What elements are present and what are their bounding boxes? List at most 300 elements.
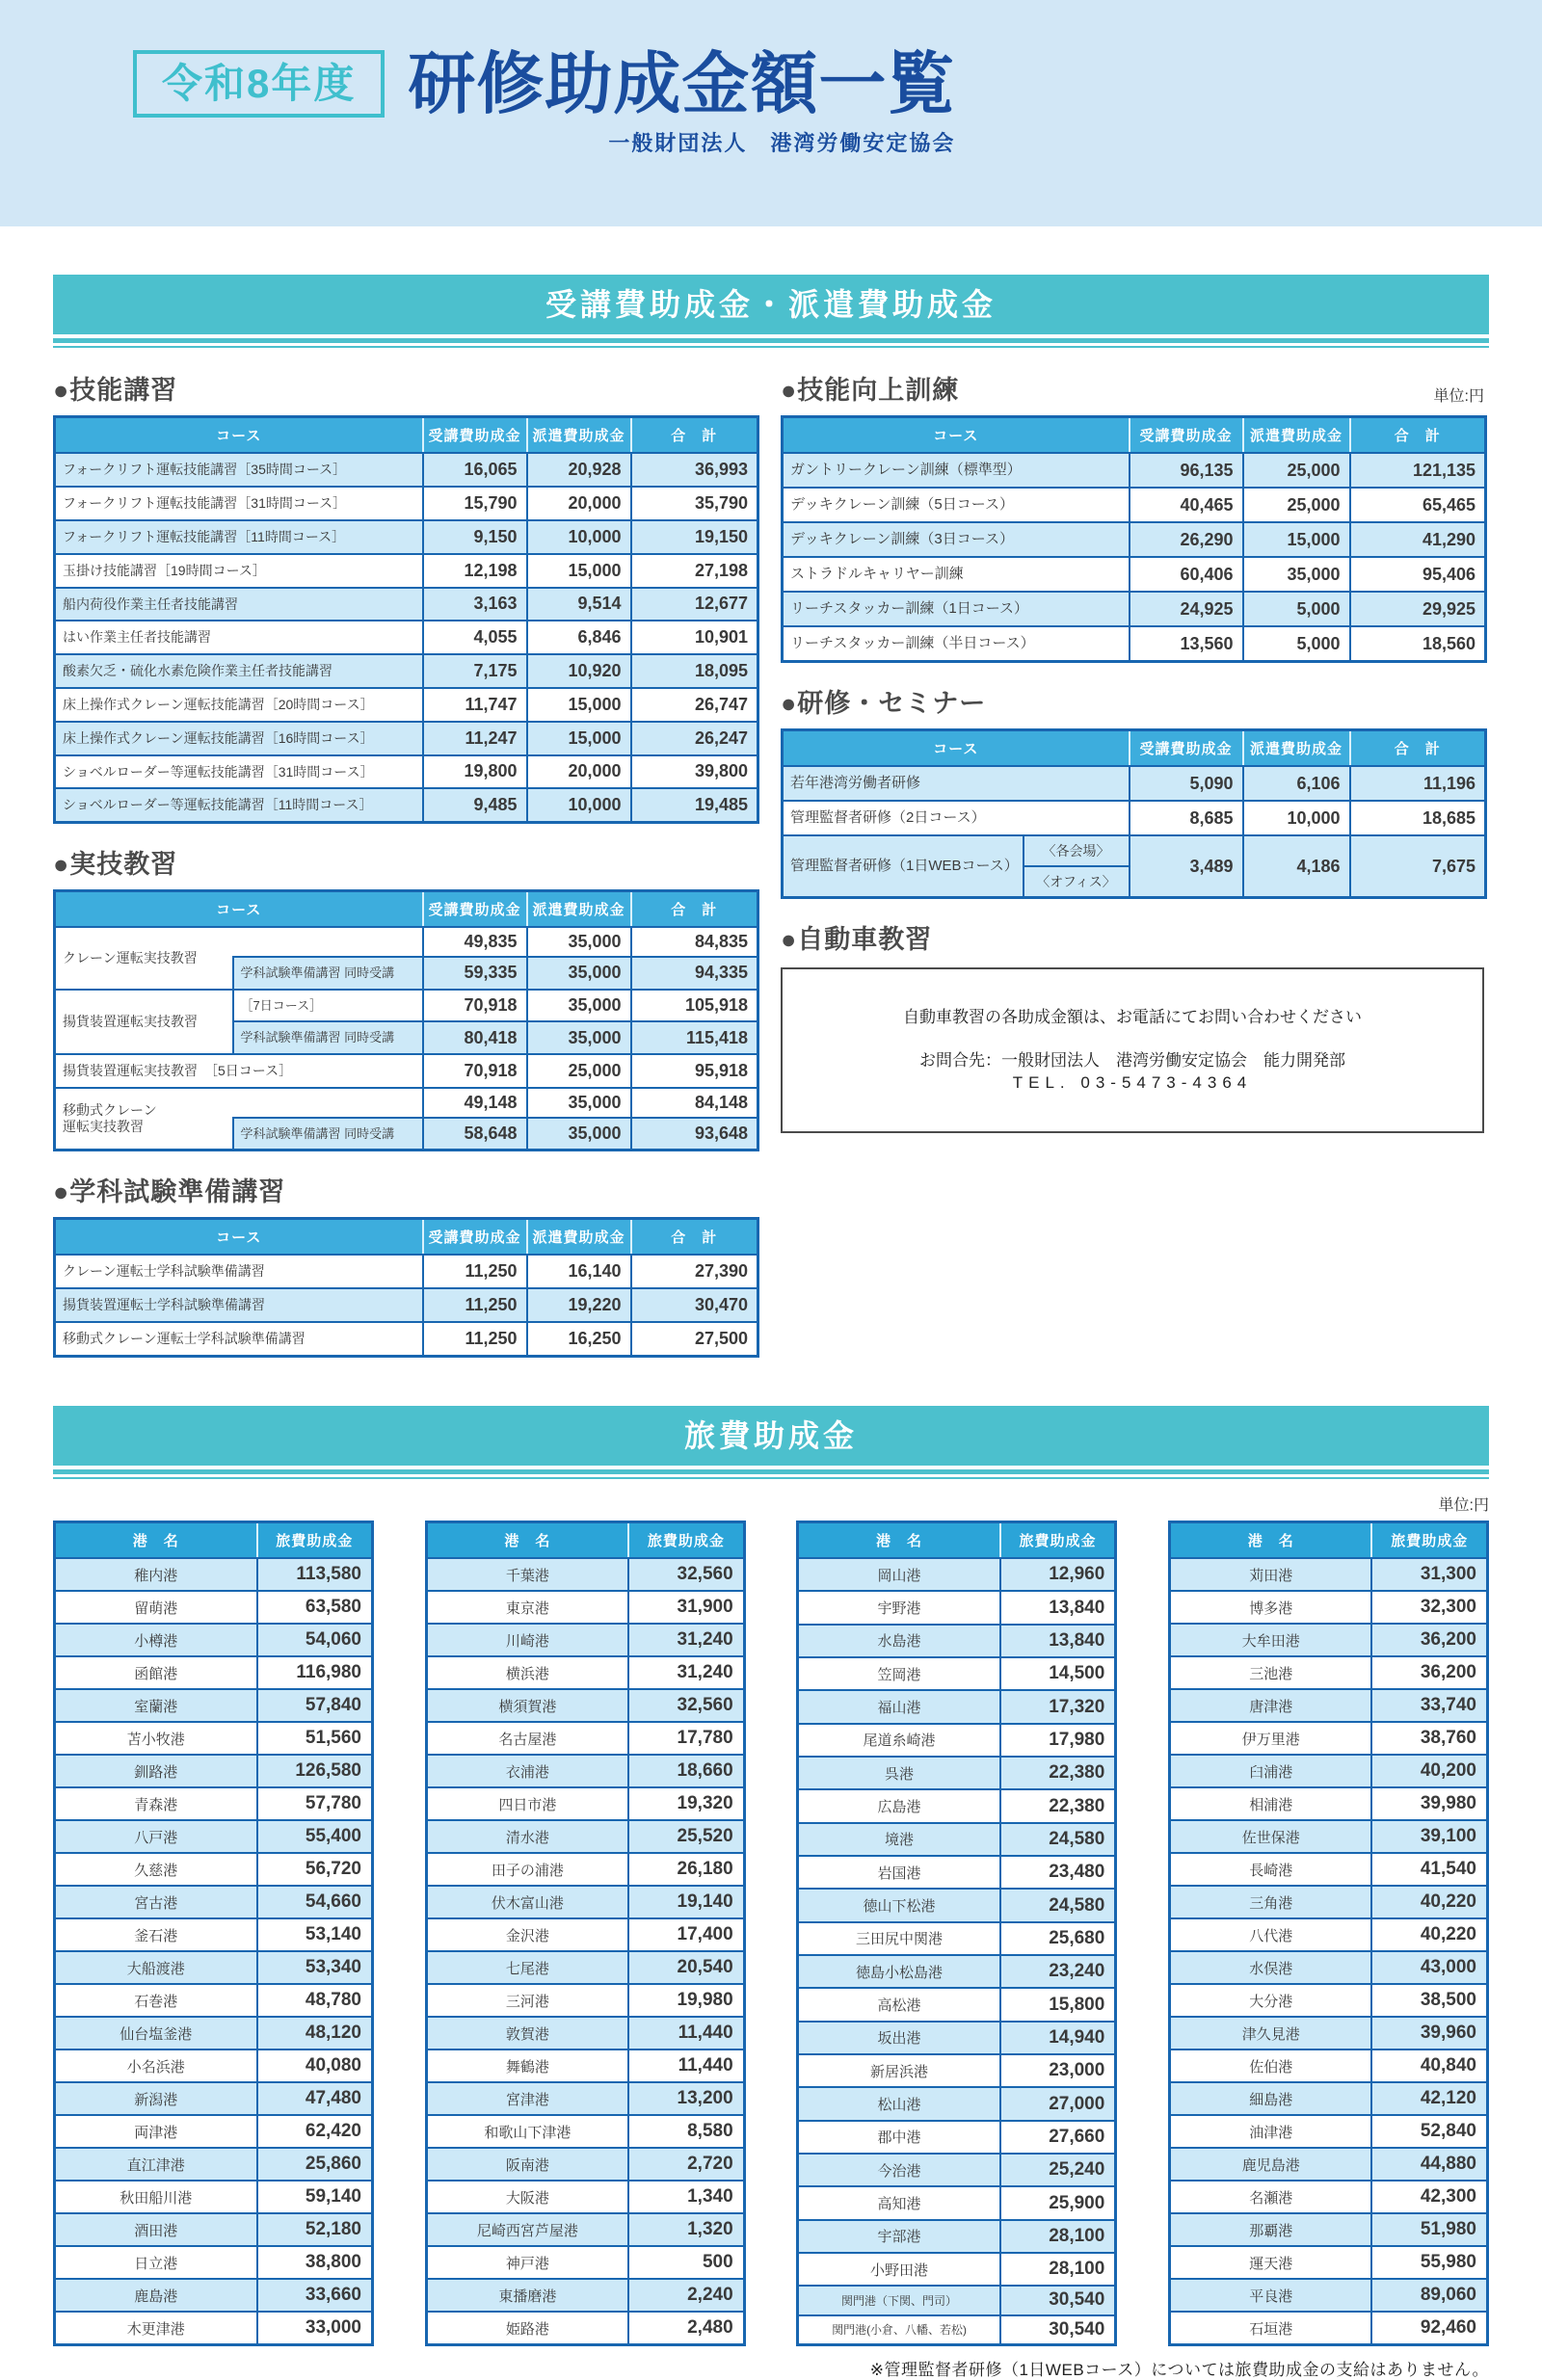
course-name: クレーン運転実技教習 bbox=[55, 927, 233, 990]
port-name: 呉港 bbox=[798, 1757, 1000, 1789]
table-row bbox=[55, 2148, 373, 2181]
fee-value: 16,065 bbox=[423, 453, 527, 487]
total-value: 93,648 bbox=[631, 1118, 758, 1150]
dispatch-value: 20,000 bbox=[527, 487, 631, 520]
table-row bbox=[55, 1591, 373, 1624]
port-name: 釜石港 bbox=[55, 1918, 257, 1951]
fee-value: 11,250 bbox=[423, 1322, 527, 1356]
course-variant bbox=[233, 927, 423, 957]
banner-line bbox=[53, 346, 1489, 348]
dispatch-value: 35,000 bbox=[527, 927, 631, 957]
course-name: 揚貨装置運転実技教習 ［5日コース］ bbox=[55, 1054, 423, 1088]
subsidy-value: 17,980 bbox=[1000, 1724, 1116, 1757]
table-row bbox=[783, 522, 1486, 557]
port-name: 宮古港 bbox=[55, 1886, 257, 1918]
port-name: 阪南港 bbox=[426, 2148, 628, 2181]
total-value: 7,675 bbox=[1350, 835, 1486, 898]
port-name: 宇野港 bbox=[798, 1591, 1000, 1624]
port-name: 直江津港 bbox=[55, 2148, 257, 2181]
subsidy-value: 17,400 bbox=[628, 1918, 744, 1951]
subsidy-value: 14,500 bbox=[1000, 1657, 1116, 1690]
col-header-course: コース bbox=[55, 891, 423, 928]
table-row bbox=[426, 1886, 744, 1918]
port-name: 宮津港 bbox=[426, 2082, 628, 2115]
subsidy-value: 40,220 bbox=[1371, 1918, 1487, 1951]
subsidy-value: 32,300 bbox=[1371, 1591, 1487, 1624]
col-header-dispatch: 派遣費助成金 bbox=[1243, 417, 1350, 454]
table-row bbox=[55, 1853, 373, 1886]
table-row bbox=[426, 1558, 744, 1591]
table-row bbox=[55, 621, 758, 654]
port-name: 新潟港 bbox=[55, 2082, 257, 2115]
subsidy-value: 28,100 bbox=[1000, 2253, 1116, 2286]
subsidy-value: 57,780 bbox=[257, 1787, 373, 1820]
header-row bbox=[783, 417, 1486, 454]
port-name: 佐伯港 bbox=[1169, 2049, 1371, 2082]
table-row bbox=[426, 1755, 744, 1787]
port-name: 仙台塩釜港 bbox=[55, 2017, 257, 2049]
port-name: 大船渡港 bbox=[55, 1951, 257, 1984]
port-name: 小名浜港 bbox=[55, 2049, 257, 2082]
fee-value: 60,406 bbox=[1130, 557, 1243, 592]
port-name: 石垣港 bbox=[1169, 2312, 1371, 2345]
subsidy-value: 54,660 bbox=[257, 1886, 373, 1918]
dispatch-value: 10,920 bbox=[527, 654, 631, 688]
total-value: 41,290 bbox=[1350, 522, 1486, 557]
fee-value: 58,648 bbox=[423, 1118, 527, 1150]
col-header-fee: 受講費助成金 bbox=[1130, 730, 1243, 767]
table-row bbox=[426, 1951, 744, 1984]
subsidy-value: 31,240 bbox=[628, 1624, 744, 1656]
col-header-course: コース bbox=[55, 417, 423, 454]
port-name: 大阪港 bbox=[426, 2181, 628, 2213]
course-name: ガントリークレーン訓練（標準型） bbox=[783, 453, 1130, 488]
total-value: 95,918 bbox=[631, 1054, 758, 1088]
subsidy-value: 27,000 bbox=[1000, 2087, 1116, 2120]
table-row bbox=[55, 2049, 373, 2082]
table-row bbox=[1169, 1755, 1487, 1787]
section1-banner bbox=[53, 275, 1489, 348]
subsidy-value: 42,120 bbox=[1371, 2082, 1487, 2115]
subsidy-value: 33,000 bbox=[257, 2312, 373, 2345]
port-name: 坂出港 bbox=[798, 2022, 1000, 2054]
table-row bbox=[426, 1820, 744, 1853]
venue-option: 〈オフィス〉 bbox=[1024, 866, 1130, 898]
port-name: 博多港 bbox=[1169, 1591, 1371, 1624]
subsidy-value: 13,840 bbox=[1000, 1625, 1116, 1657]
total-value: 94,335 bbox=[631, 957, 758, 990]
dispatch-value: 6,846 bbox=[527, 621, 631, 654]
dispatch-value: 25,000 bbox=[527, 1054, 631, 1088]
table-row bbox=[55, 927, 758, 957]
table-row bbox=[426, 2017, 744, 2049]
table-row bbox=[55, 1755, 373, 1787]
subsidy-value: 24,580 bbox=[1000, 1889, 1116, 1921]
table-row bbox=[1169, 2213, 1487, 2246]
table-row bbox=[1169, 2082, 1487, 2115]
driving-school-box bbox=[781, 967, 1484, 1133]
course-name: デッキクレーン訓練（5日コース） bbox=[783, 488, 1130, 522]
course-variant: 学科試験準備講習 同時受講 bbox=[233, 1118, 423, 1150]
port-name: 舞鶴港 bbox=[426, 2049, 628, 2082]
table-row bbox=[426, 2181, 744, 2213]
table-row bbox=[55, 487, 758, 520]
port-name: 石巻港 bbox=[55, 1984, 257, 2017]
dispatch-value: 5,000 bbox=[1243, 626, 1350, 662]
page-title: 研修助成金額一覧 bbox=[408, 46, 956, 121]
fee-value: 49,148 bbox=[423, 1088, 527, 1118]
table-row bbox=[426, 1787, 744, 1820]
total-value: 36,993 bbox=[631, 453, 758, 487]
col-header-subsidy: 旅費助成金 bbox=[257, 1522, 373, 1559]
subsidy-value: 39,100 bbox=[1371, 1820, 1487, 1853]
banner-line bbox=[53, 1469, 1489, 1474]
subsidy-value: 51,560 bbox=[257, 1722, 373, 1755]
written-exam-prep-table bbox=[53, 1217, 759, 1357]
section-travel-subsidy bbox=[53, 1406, 1489, 2380]
port-name: 今治港 bbox=[798, 2154, 1000, 2186]
port-name: 長崎港 bbox=[1169, 1853, 1371, 1886]
table-row bbox=[55, 2279, 373, 2312]
travel-table-1 bbox=[53, 1521, 374, 2346]
table-row bbox=[55, 1886, 373, 1918]
port-name: 三角港 bbox=[1169, 1886, 1371, 1918]
port-name: 秋田船川港 bbox=[55, 2181, 257, 2213]
subsidy-value: 55,400 bbox=[257, 1820, 373, 1853]
port-name: 青森港 bbox=[55, 1787, 257, 1820]
travel-table-3 bbox=[796, 1521, 1117, 2346]
subsidy-value: 62,420 bbox=[257, 2115, 373, 2148]
subsidy-value: 33,740 bbox=[1371, 1689, 1487, 1722]
port-name: 東京港 bbox=[426, 1591, 628, 1624]
table-row bbox=[783, 835, 1486, 866]
subsidy-value: 14,940 bbox=[1000, 2022, 1116, 2054]
travel-table-4 bbox=[1168, 1521, 1489, 2346]
table-row bbox=[1169, 2115, 1487, 2148]
table-row bbox=[783, 557, 1486, 592]
col-header-dispatch: 派遣費助成金 bbox=[527, 1219, 631, 1256]
fee-value: 70,918 bbox=[423, 990, 527, 1022]
table-row bbox=[55, 1820, 373, 1853]
fee-value: 11,747 bbox=[423, 688, 527, 722]
fee-value: 26,290 bbox=[1130, 522, 1243, 557]
col-header-course: コース bbox=[783, 417, 1130, 454]
subsidy-value: 52,180 bbox=[257, 2213, 373, 2246]
table-row bbox=[426, 1853, 744, 1886]
fee-value: 40,465 bbox=[1130, 488, 1243, 522]
port-name: 田子の浦港 bbox=[426, 1853, 628, 1886]
course-name: フォークリフト運転技能講習［31時間コース］ bbox=[55, 487, 423, 520]
table-row bbox=[1169, 1656, 1487, 1689]
port-name: 東播磨港 bbox=[426, 2279, 628, 2312]
port-name: 和歌山下津港 bbox=[426, 2115, 628, 2148]
dispatch-value: 20,000 bbox=[527, 755, 631, 789]
subsidy-value: 38,800 bbox=[257, 2246, 373, 2279]
dispatch-value: 9,514 bbox=[527, 588, 631, 621]
header-row bbox=[55, 1522, 373, 1559]
port-name: 高知港 bbox=[798, 2186, 1000, 2219]
subsidy-value: 54,060 bbox=[257, 1624, 373, 1656]
subsidy-value: 30,540 bbox=[1000, 2286, 1116, 2314]
header-row bbox=[798, 1522, 1116, 1559]
subsidy-value: 18,660 bbox=[628, 1755, 744, 1787]
dispatch-value: 16,140 bbox=[527, 1255, 631, 1288]
total-value: 27,198 bbox=[631, 554, 758, 588]
port-name: 油津港 bbox=[1169, 2115, 1371, 2148]
table-row bbox=[1169, 1689, 1487, 1722]
table-row bbox=[55, 755, 758, 789]
course-name: 移動式クレーン 運転実技教習 bbox=[55, 1088, 233, 1150]
port-name: 広島港 bbox=[798, 1789, 1000, 1822]
port-name: 那覇港 bbox=[1169, 2213, 1371, 2246]
subsidy-value: 47,480 bbox=[257, 2082, 373, 2115]
table-row bbox=[783, 453, 1486, 488]
table-row bbox=[426, 1984, 744, 2017]
subsidy-value: 23,000 bbox=[1000, 2054, 1116, 2087]
table-row bbox=[798, 1757, 1116, 1789]
table-row bbox=[1169, 2246, 1487, 2279]
col-header-total: 合 計 bbox=[631, 891, 758, 928]
course-name: 揚貨装置運転士学科試験準備講習 bbox=[55, 1288, 423, 1322]
fee-value: 8,685 bbox=[1130, 801, 1243, 835]
course-variant: 学科試験準備講習 同時受講 bbox=[233, 1021, 423, 1054]
table-row bbox=[798, 1789, 1116, 1822]
port-name: 敦賀港 bbox=[426, 2017, 628, 2049]
port-name: 木更津港 bbox=[55, 2312, 257, 2345]
table-row bbox=[798, 2054, 1116, 2087]
course-variant bbox=[233, 1088, 423, 1118]
course-name: クレーン運転士学科試験準備講習 bbox=[55, 1255, 423, 1288]
port-name: 伊万里港 bbox=[1169, 1722, 1371, 1755]
fee-value: 24,925 bbox=[1130, 592, 1243, 626]
port-name: 苫小牧港 bbox=[55, 1722, 257, 1755]
table-row bbox=[798, 2154, 1116, 2186]
heading-written-exam-prep: ●学科試験準備講習 bbox=[53, 1177, 286, 1207]
table-row bbox=[798, 2315, 1116, 2345]
practical-training-table bbox=[53, 889, 759, 1151]
table-row bbox=[798, 2186, 1116, 2219]
dispatch-value: 25,000 bbox=[1243, 453, 1350, 488]
total-value: 35,790 bbox=[631, 487, 758, 520]
port-name: 七尾港 bbox=[426, 1951, 628, 1984]
table-row bbox=[798, 1625, 1116, 1657]
fee-value: 5,090 bbox=[1130, 766, 1243, 801]
port-name: 岩国港 bbox=[798, 1856, 1000, 1889]
port-name: 相浦港 bbox=[1169, 1787, 1371, 1820]
table-row bbox=[798, 1988, 1116, 2021]
table-row bbox=[798, 2286, 1116, 2314]
port-name: 釧路港 bbox=[55, 1755, 257, 1787]
total-value: 18,685 bbox=[1350, 801, 1486, 835]
subsidy-value: 126,580 bbox=[257, 1755, 373, 1787]
port-name: 鹿島港 bbox=[55, 2279, 257, 2312]
heading-seminar: ●研修・セミナー bbox=[781, 689, 987, 719]
col-header-total: 合 計 bbox=[1350, 417, 1486, 454]
port-name: 室蘭港 bbox=[55, 1689, 257, 1722]
course-name: 管理監督者研修（1日WEBコース） bbox=[783, 835, 1024, 898]
total-value: 39,800 bbox=[631, 755, 758, 789]
subsidy-value: 51,980 bbox=[1371, 2213, 1487, 2246]
port-name: 尼崎西宮芦屋港 bbox=[426, 2213, 628, 2246]
port-name: 関門港（下関、門司） bbox=[798, 2286, 1000, 2314]
port-name: 徳島小松島港 bbox=[798, 1955, 1000, 1988]
col-header-total: 合 計 bbox=[1350, 730, 1486, 767]
fee-value: 15,790 bbox=[423, 487, 527, 520]
course-name: 船内荷役作業主任者技能講習 bbox=[55, 588, 423, 621]
total-value: 95,406 bbox=[1350, 557, 1486, 592]
total-value: 18,095 bbox=[631, 654, 758, 688]
table-row bbox=[55, 654, 758, 688]
col-header-fee: 受講費助成金 bbox=[1130, 417, 1243, 454]
subsidy-value: 30,540 bbox=[1000, 2315, 1116, 2345]
port-name: 久慈港 bbox=[55, 1853, 257, 1886]
dispatch-value: 10,000 bbox=[527, 788, 631, 822]
course-name: リーチスタッカー訓練（半日コース） bbox=[783, 626, 1130, 662]
table-row bbox=[55, 1951, 373, 1984]
table-row bbox=[1169, 1886, 1487, 1918]
table-row bbox=[55, 588, 758, 621]
table-row bbox=[1169, 1624, 1487, 1656]
fee-value: 9,485 bbox=[423, 788, 527, 822]
course-name: 管理監督者研修（2日コース） bbox=[783, 801, 1130, 835]
table-row bbox=[1169, 1722, 1487, 1755]
dispatch-value: 10,000 bbox=[1243, 801, 1350, 835]
subsidy-value: 31,240 bbox=[628, 1656, 744, 1689]
table-row bbox=[55, 2181, 373, 2213]
table-row bbox=[1169, 2049, 1487, 2082]
table-row bbox=[426, 2213, 744, 2246]
dispatch-value: 20,928 bbox=[527, 453, 631, 487]
subsidy-value: 40,220 bbox=[1371, 1886, 1487, 1918]
table-row bbox=[55, 1918, 373, 1951]
table-row bbox=[55, 2115, 373, 2148]
heading-skill-improvement: ●技能向上訓練 bbox=[781, 376, 960, 406]
col-header-port: 港 名 bbox=[798, 1522, 1000, 1559]
total-value: 84,148 bbox=[631, 1088, 758, 1118]
port-name: 酒田港 bbox=[55, 2213, 257, 2246]
port-name: 名瀬港 bbox=[1169, 2181, 1371, 2213]
course-name: リーチスタッカー訓練（1日コース） bbox=[783, 592, 1130, 626]
subsidy-value: 23,480 bbox=[1000, 1856, 1116, 1889]
total-value: 30,470 bbox=[631, 1288, 758, 1322]
subsidy-value: 59,140 bbox=[257, 2181, 373, 2213]
table-row bbox=[798, 1922, 1116, 1955]
col-header-port: 港 名 bbox=[55, 1522, 257, 1559]
total-value: 84,835 bbox=[631, 927, 758, 957]
subsidy-value: 11,440 bbox=[628, 2017, 744, 2049]
port-name: 苅田港 bbox=[1169, 1558, 1371, 1591]
header-row bbox=[55, 1219, 758, 1256]
table-row bbox=[426, 1624, 744, 1656]
dispatch-value: 15,000 bbox=[527, 688, 631, 722]
total-value: 27,500 bbox=[631, 1322, 758, 1356]
course-name: フォークリフト運転技能講習［35時間コース］ bbox=[55, 453, 423, 487]
subsidy-value: 22,380 bbox=[1000, 1757, 1116, 1789]
course-name: 床上操作式クレーン運転技能講習［20時間コース］ bbox=[55, 688, 423, 722]
port-name: 小樽港 bbox=[55, 1624, 257, 1656]
venue-option: 〈各会場〉 bbox=[1024, 835, 1130, 866]
subsidy-value: 20,540 bbox=[628, 1951, 744, 1984]
dispatch-value: 25,000 bbox=[1243, 488, 1350, 522]
port-name: 清水港 bbox=[426, 1820, 628, 1853]
total-value: 18,560 bbox=[1350, 626, 1486, 662]
port-name: 関門港(小倉、八幡、若松) bbox=[798, 2315, 1000, 2345]
total-value: 19,485 bbox=[631, 788, 758, 822]
dispatch-value: 35,000 bbox=[527, 1021, 631, 1054]
subsidy-value: 63,580 bbox=[257, 1591, 373, 1624]
subsidy-value: 500 bbox=[628, 2246, 744, 2279]
port-name: 細島港 bbox=[1169, 2082, 1371, 2115]
port-name: 運天港 bbox=[1169, 2246, 1371, 2279]
year-badge: 令和8年度 bbox=[133, 50, 385, 118]
subsidy-value: 40,840 bbox=[1371, 2049, 1487, 2082]
subsidy-value: 53,340 bbox=[257, 1951, 373, 1984]
port-name: 八戸港 bbox=[55, 1820, 257, 1853]
table-row bbox=[798, 1690, 1116, 1723]
section2-banner bbox=[53, 1406, 1489, 1479]
table-row bbox=[783, 488, 1486, 522]
subsidy-value: 42,300 bbox=[1371, 2181, 1487, 2213]
subsidy-value: 32,560 bbox=[628, 1689, 744, 1722]
total-value: 19,150 bbox=[631, 520, 758, 554]
port-name: 三河港 bbox=[426, 1984, 628, 2017]
subsidy-value: 22,380 bbox=[1000, 1789, 1116, 1822]
table-row bbox=[55, 520, 758, 554]
total-value: 12,677 bbox=[631, 588, 758, 621]
table-row bbox=[55, 1054, 758, 1088]
course-name: はい作業主任者技能講習 bbox=[55, 621, 423, 654]
port-name: 宇部港 bbox=[798, 2220, 1000, 2253]
table-row bbox=[1169, 2312, 1487, 2345]
table-row bbox=[426, 1722, 744, 1755]
table-row bbox=[783, 626, 1486, 662]
table-row bbox=[1169, 2181, 1487, 2213]
port-name: 名古屋港 bbox=[426, 1722, 628, 1755]
table-row bbox=[783, 592, 1486, 626]
unit-label-travel: 単位:円 bbox=[1438, 1497, 1489, 1515]
subsidy-value: 25,240 bbox=[1000, 2154, 1116, 2186]
driving-school-contact: お問合先：一般財団法人 港湾労働安定協会 能力開発部 bbox=[919, 1050, 1345, 1070]
port-name: 松山港 bbox=[798, 2087, 1000, 2120]
subsidy-value: 19,140 bbox=[628, 1886, 744, 1918]
dispatch-value: 35,000 bbox=[527, 1088, 631, 1118]
port-name: 境港 bbox=[798, 1823, 1000, 1856]
subsidy-value: 19,320 bbox=[628, 1787, 744, 1820]
table-row bbox=[55, 1624, 373, 1656]
port-name: 川崎港 bbox=[426, 1624, 628, 1656]
table-row bbox=[783, 801, 1486, 835]
subsidy-value: 33,660 bbox=[257, 2279, 373, 2312]
table-row bbox=[426, 2148, 744, 2181]
port-name: 神戸港 bbox=[426, 2246, 628, 2279]
port-name: 八代港 bbox=[1169, 1918, 1371, 1951]
subsidy-value: 40,200 bbox=[1371, 1755, 1487, 1787]
port-name: 横須賀港 bbox=[426, 1689, 628, 1722]
subsidy-value: 25,520 bbox=[628, 1820, 744, 1853]
dispatch-value: 19,220 bbox=[527, 1288, 631, 1322]
port-name: 佐世保港 bbox=[1169, 1820, 1371, 1853]
port-name: 大牟田港 bbox=[1169, 1624, 1371, 1656]
table-row bbox=[55, 2017, 373, 2049]
skill-training-table bbox=[53, 415, 759, 824]
table-row bbox=[55, 990, 758, 1022]
banner-line bbox=[53, 1477, 1489, 1479]
table-row bbox=[798, 2087, 1116, 2120]
subsidy-value: 24,580 bbox=[1000, 1823, 1116, 1856]
fee-value: 3,489 bbox=[1130, 835, 1243, 898]
fee-value: 19,800 bbox=[423, 755, 527, 789]
table-row bbox=[1169, 2148, 1487, 2181]
